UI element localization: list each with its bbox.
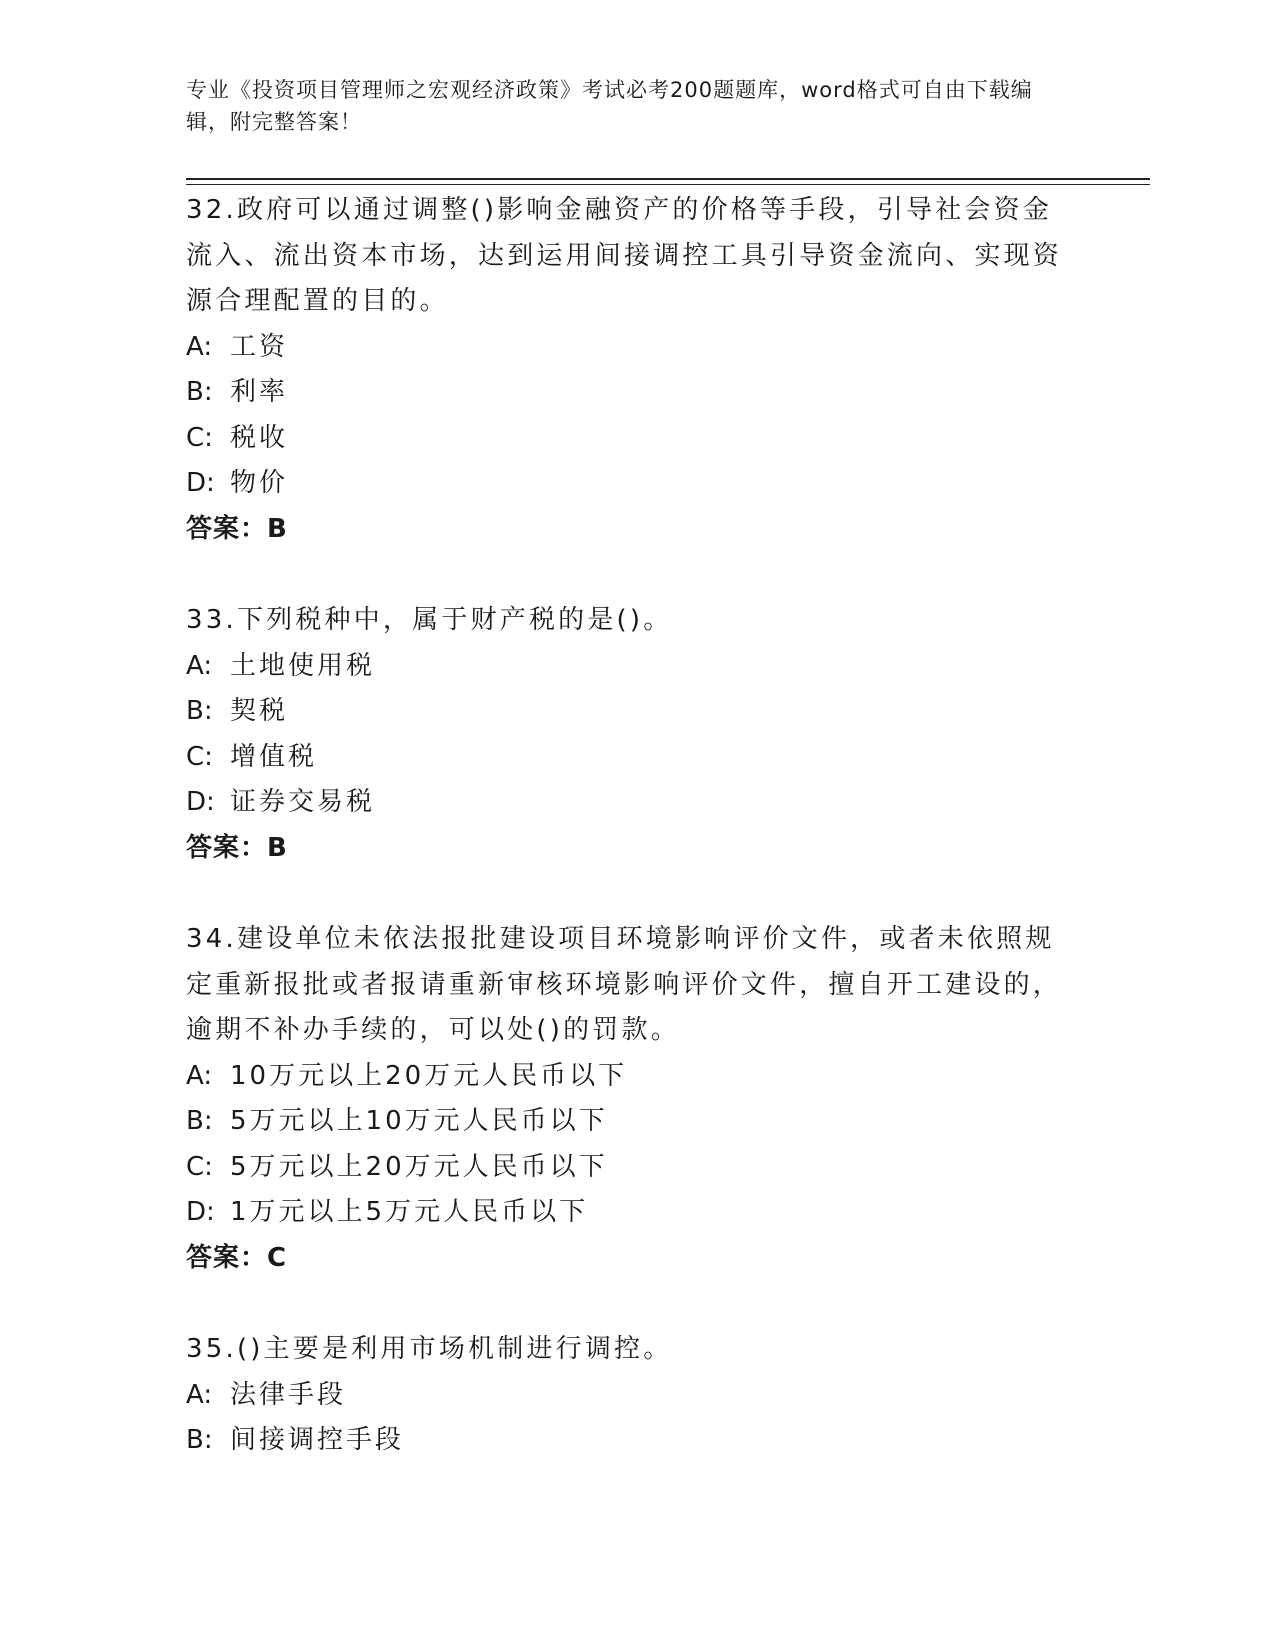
- question-list: [186, 188, 1076, 1510]
- option-text: 5万元以上10万元人民币以下: [230, 1106, 608, 1136]
- question-32: [186, 188, 1076, 552]
- option-text: 法律手段: [230, 1379, 347, 1410]
- option-key: B:: [186, 377, 213, 407]
- option-text: 土地使用税: [230, 650, 376, 681]
- option-key: C:: [186, 741, 213, 772]
- option-text: 5万元以上20万元人民币以下: [230, 1151, 608, 1182]
- option-a: [186, 644, 1076, 690]
- option-text: 1万元以上5万元人民币以下: [230, 1197, 589, 1227]
- option-a: [186, 1054, 1076, 1100]
- option-key: A:: [186, 650, 213, 681]
- option-a: [186, 325, 1076, 371]
- option-text: 工资: [230, 331, 289, 362]
- question-text: 34.建设单位未依法报批建设项目环境影响评价文件，或者未依照规定重新报批或者报请重新审核环境影响评价文件，擅自开工建设的，逾期不补办手续的，可以处()的罚款。: [186, 924, 1063, 1045]
- option-c: [186, 735, 1076, 781]
- option-d: [186, 1190, 1076, 1236]
- question-text: 35.()主要是利用市场机制进行调控。: [186, 1334, 673, 1364]
- question-33: [186, 598, 1076, 871]
- option-key: D:: [186, 787, 215, 817]
- option-text: 证券交易税: [230, 787, 376, 817]
- option-key: D:: [186, 1197, 215, 1227]
- answer-line: 答案：C: [186, 1242, 288, 1273]
- option-text: 税收: [230, 422, 289, 453]
- option-key: A:: [186, 331, 213, 362]
- option-key: B:: [186, 1106, 213, 1136]
- option-c: [186, 416, 1076, 462]
- option-text: 利率: [230, 377, 289, 407]
- option-key: A:: [186, 1379, 213, 1410]
- question-text: 32.政府可以通过调整()影响金融资产的价格等手段，引导社会资金流入、流出资本市场，达到运用间接调控工具引导资金流向、实现资源合理配置的目的。: [186, 195, 1063, 316]
- option-b: [186, 1418, 1076, 1464]
- option-text: 增值税: [230, 741, 318, 772]
- option-b: [186, 370, 1076, 416]
- option-text: 10万元以上20万元人民币以下: [230, 1060, 628, 1091]
- answer-line: 答案：B: [186, 513, 288, 544]
- header-rule-thick: [186, 178, 1150, 180]
- option-key: B:: [186, 1425, 213, 1455]
- option-key: C:: [186, 1151, 213, 1182]
- option-c: [186, 1145, 1076, 1191]
- option-key: C:: [186, 422, 213, 453]
- question-text: 33.下列税种中，属于财产税的是()。: [186, 605, 673, 635]
- option-text: 契税: [230, 696, 289, 726]
- option-key: A:: [186, 1060, 213, 1091]
- option-b: [186, 689, 1076, 735]
- document-header: 专业《投资项目管理师之宏观经济政策》考试必考200题题库，word格式可自由下载编辑，附完整答案！: [186, 78, 1033, 134]
- question-34: [186, 917, 1076, 1281]
- header-rule-thin: [186, 184, 1150, 185]
- option-a: [186, 1373, 1076, 1419]
- option-key: B:: [186, 696, 213, 726]
- option-text: 间接调控手段: [230, 1425, 405, 1455]
- question-35: [186, 1327, 1076, 1464]
- option-d: [186, 461, 1076, 507]
- option-key: D:: [186, 468, 215, 498]
- option-d: [186, 780, 1076, 826]
- option-b: [186, 1099, 1076, 1145]
- option-text: 物价: [230, 468, 289, 498]
- answer-line: 答案：B: [186, 832, 288, 863]
